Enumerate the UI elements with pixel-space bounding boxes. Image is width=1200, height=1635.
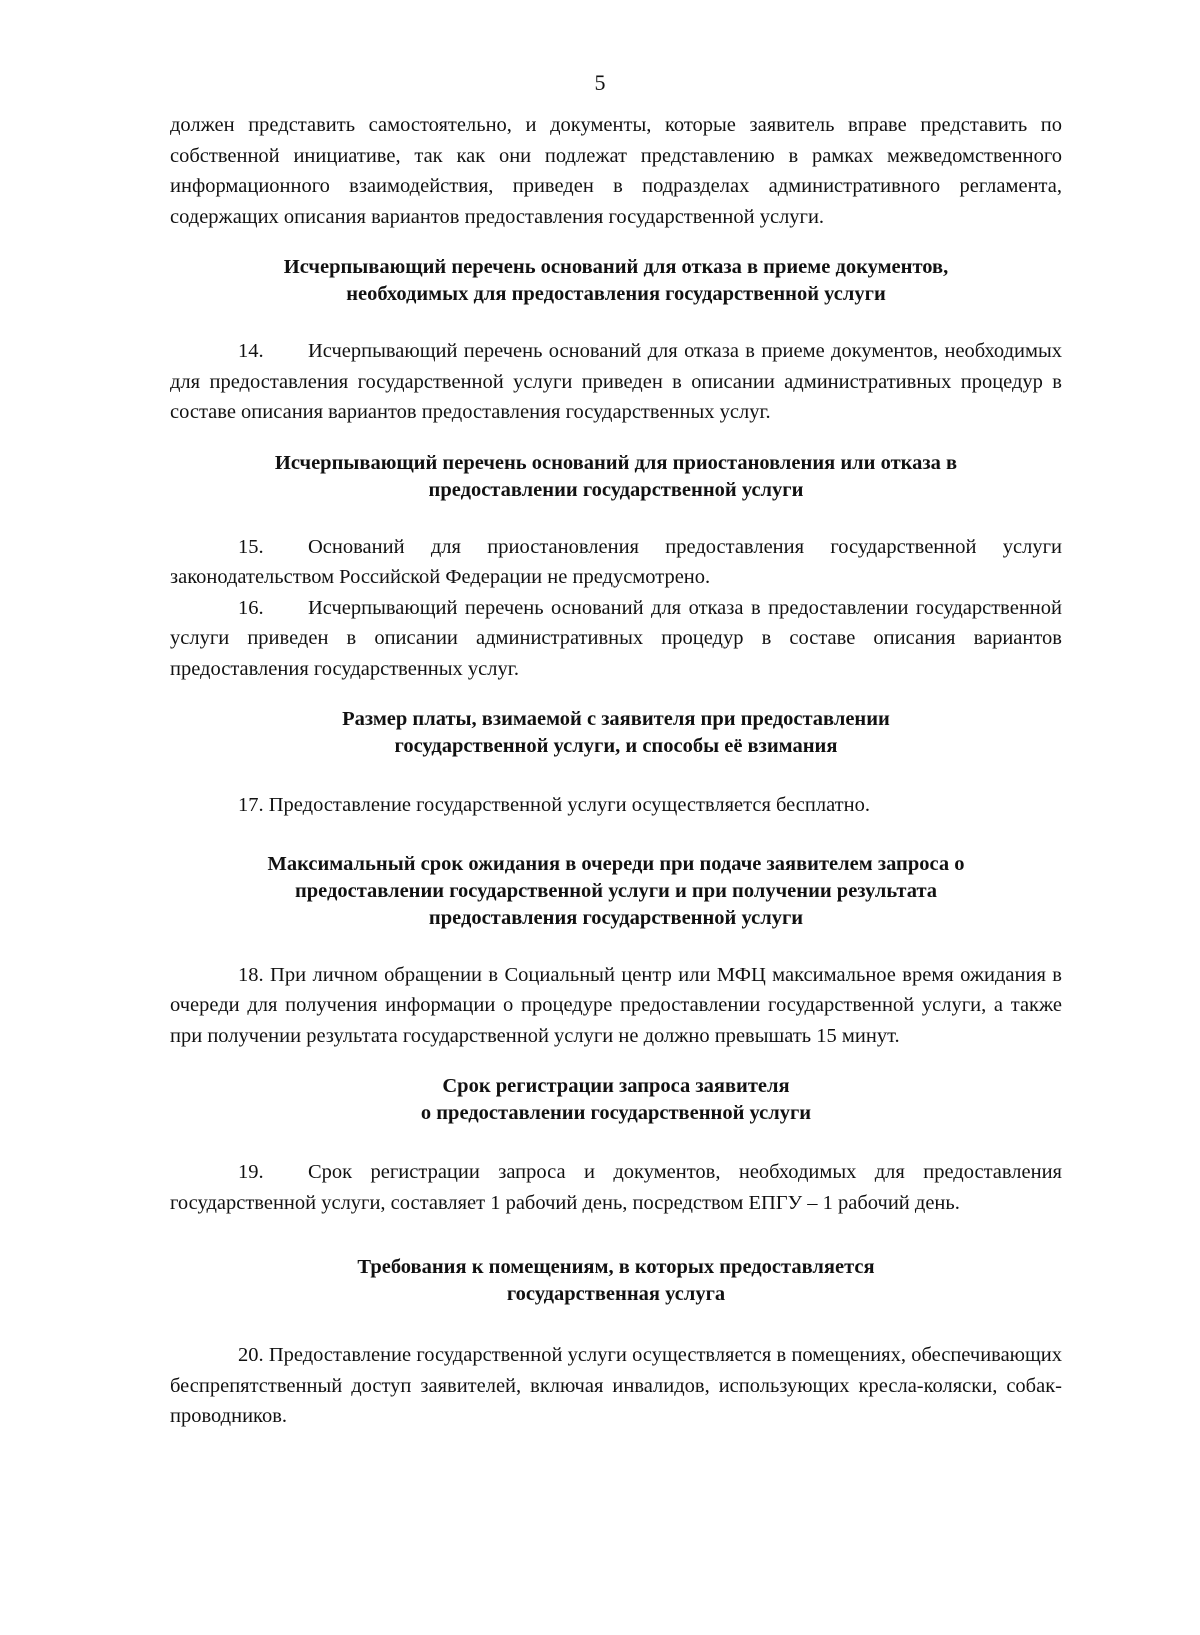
paragraph-number: 14. <box>238 340 264 362</box>
paragraph-text: Срок регистрации запроса и документов, необходимых для предоставления государственной услуги, составляет 1 рабочий день, посредством ЕПГУ – 1 рабочий день. <box>170 1161 1062 1214</box>
heading-line: Исчерпывающий перечень оснований для отказа в приеме документов, <box>283 256 949 278</box>
heading-line: предоставления государственной услуги <box>428 906 804 929</box>
page-number: 5 <box>594 70 606 95</box>
heading-line: Срок регистрации запроса заявителя <box>442 1075 790 1097</box>
paragraph-text: Исчерпывающий перечень оснований для отказа в предоставлении государственной услуги приведен в описании административных процедур в составе описания вариантов предоставления государственных услуг. <box>170 596 1062 680</box>
paragraph-intro: должен представить самостоятельно, и документы, которые заявитель вправе представить по собственной инициативе, так как они подлежат представлению в рамках межведомственного информационного взаимодействия, приведен в подразделах административного регламента, содержащих описания вариантов предоставления государственной услуги. <box>170 114 1062 228</box>
heading-line: Исчерпывающий перечень оснований для приостановления или отказа в <box>274 451 958 474</box>
heading-premises <box>170 1254 1062 1308</box>
heading-line: предоставлении государственной услуги и при получении результата <box>294 879 938 902</box>
heading-queue-time <box>170 851 1062 932</box>
paragraph-18: 18. При личном обращении в Социальный центр или МФЦ максимальное время ожидания в очереди для получения информации о процедуре предоставлении государственной услуги, а также при получении результата государственной услуги не должно превышать 15 минут. <box>170 963 1062 1047</box>
paragraph-14 <box>170 336 1062 428</box>
heading-line: необходимых для предоставления государственной услуги <box>346 283 886 305</box>
heading-line: государственная услуга <box>506 1283 726 1305</box>
paragraph-17: 17. Предоставление государственной услуги осуществляется бесплатно. <box>238 794 870 816</box>
paragraph-19 <box>170 1157 1062 1218</box>
heading-line: Требования к помещениям, в которых предоставляется <box>357 1256 875 1278</box>
paragraph-20: 20. Предоставление государственной услуги осуществляется в помещениях, обеспечивающих беспрепятственный доступ заявителей, включая инвалидов, использующих кресла-коляски, собак-проводников. <box>170 1344 1062 1427</box>
heading-registration-term <box>170 1073 1062 1127</box>
paragraph-text: Оснований для приостановления предоставления государственной услуги законодательством Российской Федерации не предусмотрено. <box>170 535 1062 588</box>
heading-suspension-refusal <box>170 450 1062 504</box>
heading-line: предоставлении государственной услуги <box>428 478 804 501</box>
heading-line: государственной услуги, и способы её взимания <box>394 735 838 757</box>
paragraph-text: Исчерпывающий перечень оснований для отказа в приеме документов, необходимых для предоставления государственной услуги приведен в описании административных процедур в составе описания вариантов предоставления государственных услуг. <box>170 340 1062 423</box>
heading-line: о предоставлении государственной услуги <box>420 1102 812 1124</box>
heading-line: Максимальный срок ожидания в очереди при подаче заявителем запроса о <box>267 852 965 875</box>
heading-line: Размер платы, взимаемой с заявителя при предоставлении <box>342 708 890 730</box>
page-content <box>170 110 1062 1432</box>
paragraph-number: 19. <box>238 1161 264 1183</box>
paragraph-15 <box>170 532 1062 593</box>
paragraph-number: 16. <box>238 596 264 619</box>
paragraph-16 <box>170 593 1062 685</box>
heading-fee <box>170 706 1062 760</box>
paragraph-number: 15. <box>238 535 264 558</box>
heading-refusal-documents <box>170 254 1062 308</box>
